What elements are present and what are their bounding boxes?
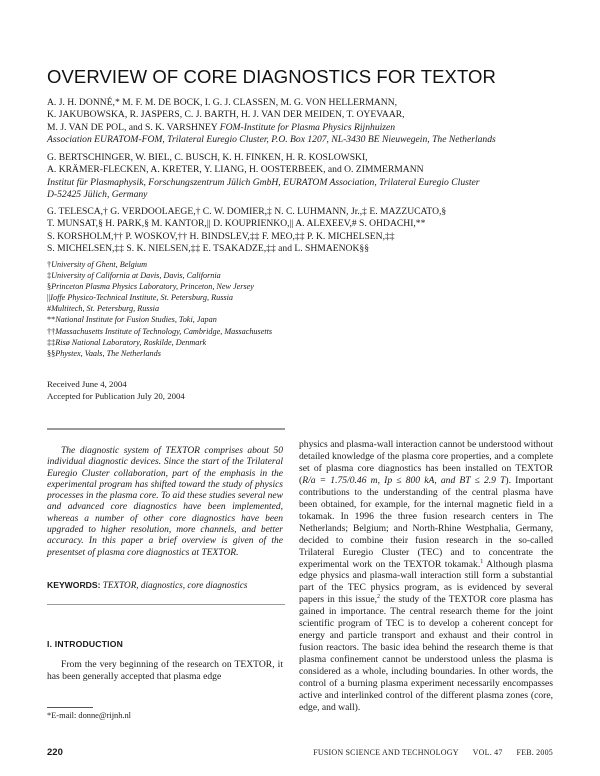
affiliation-notes <box>47 259 567 359</box>
affiliation-note: §Princeton Plasma Physics Laboratory, Princeton, New Jersey <box>47 282 254 292</box>
author-line: S. KORSHOLM,†† P. WOSKOV,†† H. BINDSLEV,‡‡ F. MEO,‡‡ P. K. MICHELSEN,‡‡ <box>47 230 395 242</box>
author-line: G. TELESCA,† G. VERDOOLAEGE,† C. W. DOMIER,‡ N. C. LUHMANN, Jr.,‡ E. MAZZUCATO,§ <box>47 206 447 217</box>
affiliation-note: ‡‡Risø National Laboratory, Roskilde, Denmark <box>47 337 207 347</box>
keywords-value: TEXTOR, diagnostics, core diagnostics <box>102 580 248 590</box>
author-line: G. BERTSCHINGER, W. BIEL, C. BUSCH, K. H. FINKEN, H. R. KOSLOWSKI, <box>47 152 368 163</box>
author-line: K. JAKUBOWSKA, R. JASPERS, C. J. BARTH, H. J. VAN DER MEIDEN, T. OYEVAAR, <box>47 109 405 121</box>
author-line: S. MICHELSEN,‡‡ S. K. NIELSEN,‡‡ E. TSAKADZE,‡‡ and L. SHMAENOK§§ <box>47 242 370 254</box>
author-block-international <box>47 206 567 255</box>
page-footer <box>47 747 553 761</box>
received-date: Received June 4, 2004 <box>47 379 127 389</box>
author-affiliation-address: D-52425 Jülich, Germany <box>47 188 148 200</box>
accepted-date: Accepted for Publication July 20, 2004 <box>47 391 185 401</box>
author-affiliation: FOM-Institute for Plasma Physics Rijnhuizen <box>219 121 396 133</box>
author-line: T. MUNSAT,§ H. PARK,§ M. KANTOR,|| D. KOUPRIENKO,|| A. ALEXEEV,# S. OHDACHI,** <box>47 218 426 230</box>
keywords-rule <box>47 604 285 605</box>
abstract <box>47 446 283 559</box>
affiliation-note: ||Ioffe Physico-Technical Institute, St. Petersburg, Russia <box>47 293 233 303</box>
affiliation-note: ‡University of California at Davis, Davis, California <box>47 271 221 281</box>
author-names: M. J. VAN DE POL, and S. K. VARSHNEY <box>47 121 218 133</box>
keywords-label: KEYWORDS: <box>47 580 101 590</box>
affiliation-note: **National Institute for Fusion Studies, Toki, Japan <box>47 315 217 325</box>
paper-title: OVERVIEW OF CORE DIAGNOSTICS FOR TEXTOR <box>47 66 496 87</box>
author-affiliation: Institut für Plasmaphysik, Forschungszentrum Jülich GmbH, EURATOM Association, Trilateral Euregio Cluster <box>47 176 480 188</box>
submission-dates <box>47 378 185 402</box>
page-number: 220 <box>47 747 63 758</box>
abstract-top-rule <box>47 428 285 430</box>
affiliation-note: #Multitech, St. Petersburg, Russia <box>47 304 160 314</box>
body-paragraph: physics and plasma-wall interaction cannot be understood without detailed knowledge of the plasma core properties, and a complete set of plasma core diagnostics has been installed on TEXTOR (R/a = 1.75/0.46 m, Ip ≤ 800 kA, and BT ≤ 2.9 T). Important contributions to the understanding of the central plasma have been obtained, for example, for the internal magnetic field in a tokamak. In 1996 the three fusion research centers in The Netherlands; Belgium; and North-Rhine Westphalia, Germany, decided to combine their fusion research in the so-called Trilateral Euregio Cluster (TEC) and to concentrate the experimental work on the TEXTOR tokamak.$^1$ Although plasma edge physics and plasma-wall interaction still form a substantial part of the TEC physics program, as is evidenced by several papers in this issue,$^2$ the study of the TEXTOR core plasma has gained in importance. The central research theme for the joint scientific program of TEC is to develop a coherent concept for energy and particle transport and exhaust and their control in fusion reactors. The basic idea behind the research theme is that plasma confinement cannot be understood unless the plasma is considered as a whole, including boundaries. In other words, the control of a burning plasma experiment necessarily encompasses active and interlinked control of the different plasma zones (core, edge, and wall). <box>299 439 553 713</box>
intro-paragraph <box>47 659 283 684</box>
section-heading: I. INTRODUCTION <box>47 639 124 649</box>
affiliation-note: ††Massachusetts Institute of Technology, Cambridge, Massachusetts <box>47 326 273 336</box>
author-line: A. J. H. DONNÉ,* M. F. M. DE BOCK, I. G. J. CLASSEN, M. G. VON HELLERMANN, <box>47 97 398 108</box>
reference-marker: 1 <box>480 558 484 565</box>
journal-info <box>299 748 553 757</box>
intro-text: From the very beginning of the research on TEXTOR, it has been generally accepted that plasma edge <box>47 659 283 683</box>
abstract-text: The diagnostic system of TEXTOR comprises about 50 individual diagnostic devices. Since the start of the Trilateral Euregio Cluster collaboration, part of the emphasis in the experimental program has shifted toward the study of physics processes in the plasma core. To aid these studies several new and advanced core diagnostics have been implemented, whereas a number of other core diagnostics have been upgraded to higher resolution, more channels, and better accuracy. In this paper a brief overview is given of the presentset of plasma core diagnostics at TEXTOR. <box>47 446 283 558</box>
affiliation-note: †University of Ghent, Belgium <box>47 260 148 269</box>
right-column-text <box>299 439 553 714</box>
affiliation-note: §§Phystex, Vaals, The Netherlands <box>47 348 161 358</box>
reference-marker: 2 <box>377 594 380 601</box>
author-block-julich <box>47 152 567 201</box>
author-line: A. KRÄMER-FLECKEN, A. KRETER, Y. LIANG, H. OOSTERBEEK, and O. ZIMMERMANN <box>47 164 424 176</box>
author-block-fom <box>47 97 567 146</box>
journal-date: FEB. 2005 <box>516 748 553 757</box>
author-affiliation-address: Association EURATOM-FOM, Trilateral Euregio Cluster, P.O. Box 1207, NL-3430 BE Nieuwegein, The Netherlands <box>47 133 496 145</box>
journal-volume: VOL. 47 <box>472 748 503 757</box>
journal-name: FUSION SCIENCE AND TECHNOLOGY <box>313 748 459 757</box>
author-line <box>47 122 567 134</box>
footnote-rule <box>47 707 93 708</box>
footnote: *E-mail: donne@rijnh.nl <box>47 711 132 720</box>
tokamak-parameters: R/a = 1.75/0.46 m, Ip ≤ 800 kA, and BT ≤ 2.9 T <box>302 474 506 486</box>
keywords <box>47 580 283 591</box>
